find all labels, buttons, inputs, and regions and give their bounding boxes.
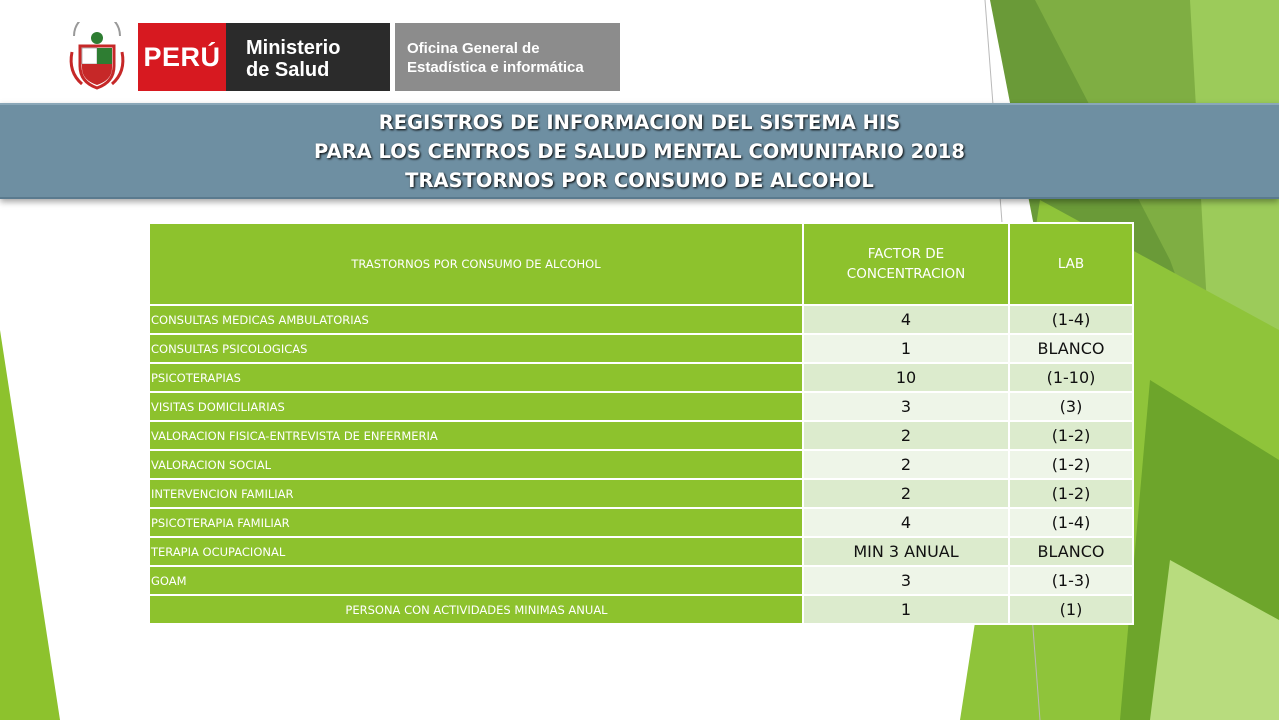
row-lab: (1-4) bbox=[1009, 305, 1133, 334]
row-factor: 10 bbox=[803, 363, 1009, 392]
row-name: INTERVENCION FAMILIAR bbox=[149, 479, 803, 508]
row-name: PSICOTERAPIAS bbox=[149, 363, 803, 392]
ministry-logo bbox=[226, 23, 390, 91]
row-lab: (1-2) bbox=[1009, 479, 1133, 508]
row-name: GOAM bbox=[149, 566, 803, 595]
coat-of-arms-icon bbox=[66, 22, 128, 94]
row-lab: BLANCO bbox=[1009, 537, 1133, 566]
row-lab: (1-10) bbox=[1009, 363, 1133, 392]
row-factor: 3 bbox=[803, 566, 1009, 595]
row-factor: 3 bbox=[803, 392, 1009, 421]
row-factor: 1 bbox=[803, 595, 1009, 624]
table-row bbox=[149, 334, 1133, 363]
row-lab: (1-2) bbox=[1009, 421, 1133, 450]
office-logo bbox=[395, 23, 620, 91]
title-line2: PARA LOS CENTROS DE SALUD MENTAL COMUNITARIO 2018 bbox=[314, 139, 965, 163]
row-factor: 1 bbox=[803, 334, 1009, 363]
row-lab: (1-4) bbox=[1009, 508, 1133, 537]
table-row bbox=[149, 305, 1133, 334]
data-table bbox=[148, 222, 1134, 625]
row-name: VALORACION SOCIAL bbox=[149, 450, 803, 479]
table-row bbox=[149, 508, 1133, 537]
title-line1: REGISTROS DE INFORMACION DEL SISTEMA HIS bbox=[378, 110, 901, 134]
column-header-disorder: TRASTORNOS POR CONSUMO DE ALCOHOL bbox=[149, 223, 803, 305]
row-lab: (1-3) bbox=[1009, 566, 1133, 595]
row-lab: (1-2) bbox=[1009, 450, 1133, 479]
table-row bbox=[149, 479, 1133, 508]
table-row bbox=[149, 392, 1133, 421]
row-factor: MIN 3 ANUAL bbox=[803, 537, 1009, 566]
ministry-line1: Ministerio bbox=[246, 37, 341, 59]
row-name: CONSULTAS MEDICAS AMBULATORIAS bbox=[149, 305, 803, 334]
ministry-line2: de Salud bbox=[246, 59, 330, 81]
row-lab: (1) bbox=[1009, 595, 1133, 624]
bg-shape-left bbox=[0, 330, 60, 720]
row-factor: 2 bbox=[803, 421, 1009, 450]
peru-logo bbox=[138, 23, 226, 91]
title-line3: TRASTORNOS POR CONSUMO DE ALCOHOL bbox=[405, 168, 874, 192]
table-row bbox=[149, 363, 1133, 392]
table-row bbox=[149, 595, 1133, 624]
row-name: PERSONA CON ACTIVIDADES MINIMAS ANUAL bbox=[149, 595, 803, 624]
office-line1: Oficina General de bbox=[407, 40, 540, 57]
table-row bbox=[149, 421, 1133, 450]
title-banner bbox=[0, 103, 1279, 199]
row-lab: (3) bbox=[1009, 392, 1133, 421]
row-name: PSICOTERAPIA FAMILIAR bbox=[149, 508, 803, 537]
row-factor: 4 bbox=[803, 305, 1009, 334]
table-row bbox=[149, 566, 1133, 595]
table-row bbox=[149, 450, 1133, 479]
office-line2: Estadística e informática bbox=[407, 59, 584, 76]
column-header-factor: FACTOR DE CONCENTRACION bbox=[803, 223, 1009, 305]
row-factor: 4 bbox=[803, 508, 1009, 537]
row-factor: 2 bbox=[803, 450, 1009, 479]
row-lab: BLANCO bbox=[1009, 334, 1133, 363]
peru-logo-label: PERÚ bbox=[143, 41, 221, 72]
row-name: VISITAS DOMICILIARIAS bbox=[149, 392, 803, 421]
row-name: CONSULTAS PSICOLOGICAS bbox=[149, 334, 803, 363]
row-factor: 2 bbox=[803, 479, 1009, 508]
table-row bbox=[149, 537, 1133, 566]
row-name: TERAPIA OCUPACIONAL bbox=[149, 537, 803, 566]
table-header-row bbox=[149, 223, 1133, 305]
column-header-lab: LAB bbox=[1009, 223, 1133, 305]
row-name: VALORACION FISICA-ENTREVISTA DE ENFERMERIA bbox=[149, 421, 803, 450]
